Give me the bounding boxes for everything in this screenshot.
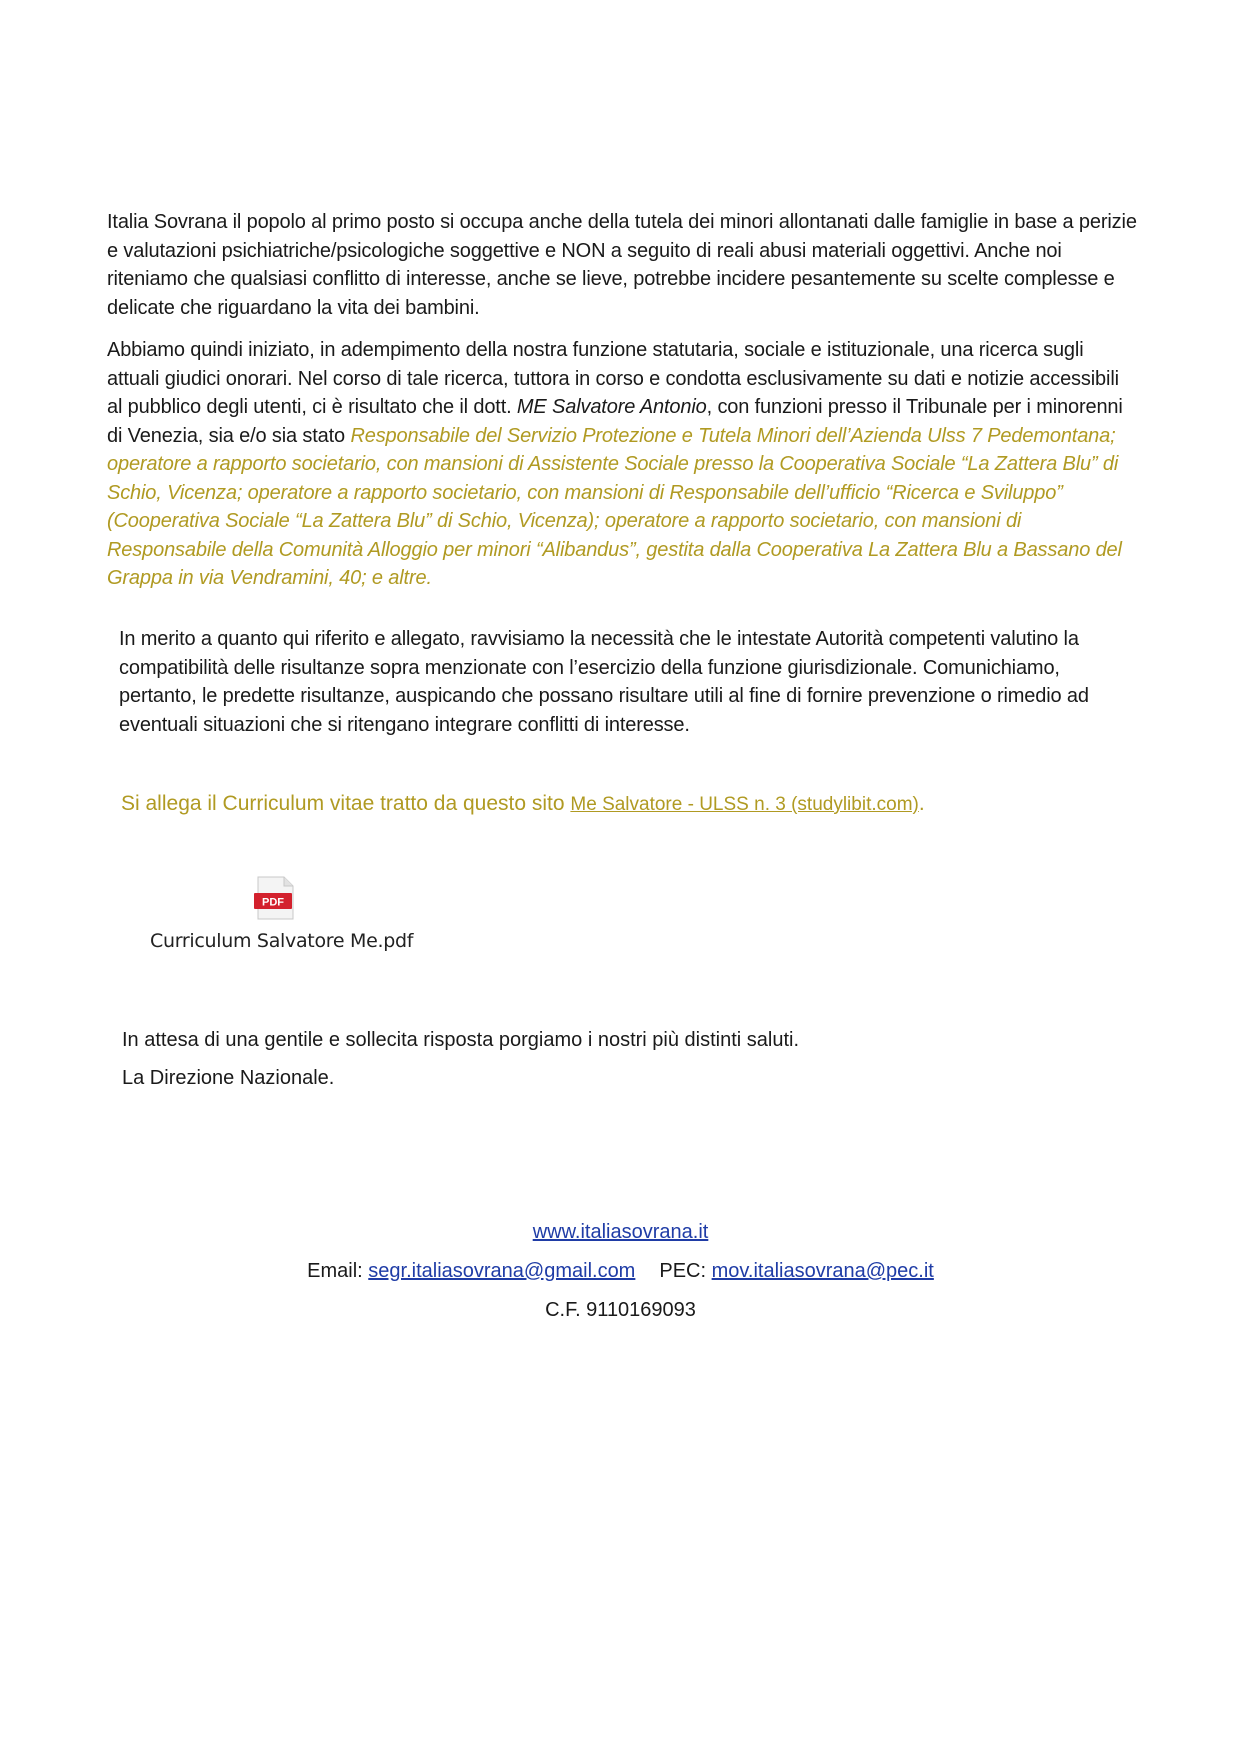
closing-signature: La Direzione Nazionale. <box>122 1067 335 1089</box>
attachment-intro: Si allega il Curriculum vitae tratto da questo sito <box>121 792 571 815</box>
pec-link[interactable]: mov.italiasovrana@pec.it <box>711 1260 934 1282</box>
research-text-middle: , con funzioni presso il Tribunale per i minorenni di Venezia, sia e/o sia stato <box>107 396 1123 447</box>
closing-block <box>122 1021 799 1097</box>
source-link[interactable]: Me Salvatore - ULSS n. 3 (studylibit.com) <box>570 794 919 815</box>
email-link[interactable]: segr.italiasovrana@gmail.com <box>368 1260 636 1282</box>
paragraph-intro: Italia Sovrana il popolo al primo posto si occupa anche della tutela dei minori allontanati dalle famiglie in base a perizie e valutazioni psichiatriche/psicologiche soggettive e NON a seguito di reali abusi materiali oggettivi. Anche noi riteniamo che qualsiasi conflitto di interesse, anche se lieve, potrebbe incidere pesantemente su scelte complesse e delicate che riguardano la vita dei bambini. <box>107 211 1137 319</box>
email-label: Email: <box>307 1260 369 1282</box>
closing-greeting: In attesa di una gentile e sollecita risposta porgiamo i nostri più distinti saluti. <box>122 1029 800 1051</box>
footer <box>0 1213 1241 1330</box>
pdf-file-icon[interactable] <box>254 876 296 920</box>
paragraph-request: In merito a quanto qui riferito e allegato, ravvisiamo la necessità che le intestate Autorità competenti valutino la compatibilità delle risultanze sopra menzionate con l’esercizio della funzione giurisdizionale. Comunichiamo, pertanto, le predette risultanze, auspicando che possano risultare utili al fine di fornire prevenzione o rimedio ad eventuali situazioni che si ritengano integrare conflitti di interesse. <box>119 628 1089 736</box>
paragraph-research <box>107 336 1137 593</box>
research-text-start: Abbiamo quindi iniziato, in adempimento della nostra funzione statutaria, sociale e istituzionale, una ricerca sugli attuali giudici onorari. Nel corso di tale ricerca, tuttora in corso e condotta esclusivamente su dati e notizie accessibili al pubblico degli utenti, ci è risultato che il dott. <box>107 339 1119 418</box>
website-link[interactable]: www.italiasovrana.it <box>532 1221 709 1243</box>
judge-name: ME Salvatore Antonio <box>516 396 707 418</box>
pdf-badge-label: PDF <box>262 896 284 909</box>
roles-list: Responsabile del Servizio Protezione e Tutela Minori dell’Azienda Ulss 7 Pedemontana; operatore a rapporto societario, con mansioni di Assistente Sociale presso la Cooperativa Sociale “La Zattera Blu” di Schio, Vicenza; operatore a rapporto societario, con mansioni di Responsabile dell’ufficio “Ricerca e Sviluppo” (Cooperativa Sociale “La Zattera Blu” di Schio, Vicenza); operatore a rapporto societario, con mansioni di Responsabile della Comunità Alloggio per minori “Alibandus”, gestita dalla Cooperativa La Zattera Blu a Bassano del Grappa in via Vendramini, 40; e altre. <box>107 424 1122 589</box>
attachment-line <box>121 789 1021 820</box>
footer-website-line <box>0 1213 1241 1252</box>
attachment-trailing: . <box>918 792 925 815</box>
footer-contacts-line <box>0 1252 1241 1291</box>
pec-label: PEC: <box>659 1260 712 1282</box>
tax-code: C.F. 9110169093 <box>545 1299 696 1321</box>
attachment-file-name[interactable]: Curriculum Salvatore Me.pdf <box>150 930 414 952</box>
